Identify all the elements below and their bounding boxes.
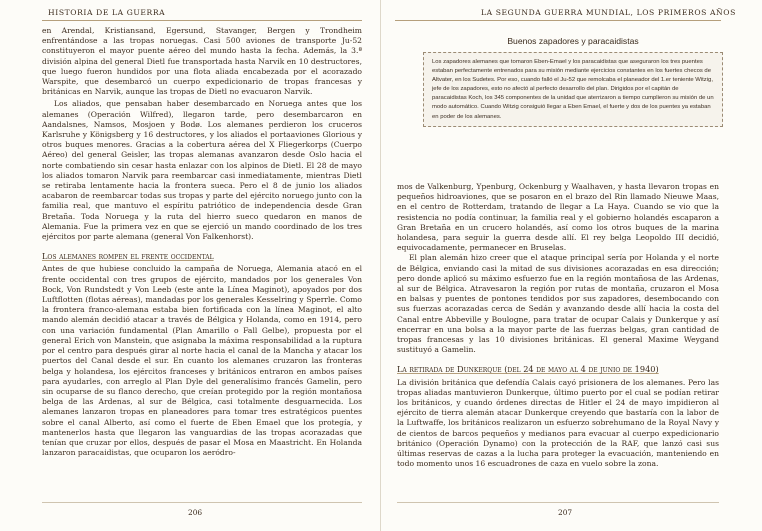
sidebar-title: Buenos zapadores y paracaidistas	[507, 36, 639, 46]
header-rule-right	[395, 20, 721, 21]
section-heading-alemanes	[42, 251, 362, 261]
section-heading-alemanes-text: Los alemanes rompen el frente occidental	[42, 251, 214, 262]
left-body-text	[42, 26, 362, 496]
left-paragraph-3: Antes de que hubiese concluido la campaña de Noruega, Alemania atacó en el frente occidental con tres grupos de ejército, mandados por los generales Von Bock, Von Rundstedt y Von Leeb (este ante la Línea Maginot), apoyados por dos Luftflotten (flotas aéreas), mandadas por los generales Kesselring y Sperrle. Como la frontera franco-alemana estaba bien fortificada con la línea Maginot, el alto mando alemán decidió atacar a través de Bélgica y Holanda, como en 1914, pero con una variación fundamental (Plan Amarillo o Fall Gelbe), propuesta por el general Erich von Manstein, que asignaba la máxima responsabilidad a la ruptura por el centro para después girar al norte hacia el canal de la Mancha y atacar los puertos del Canal desde el sur. En cuanto los alemanes cruzaron las fronteras belga y holandesa, los ejércitos franceses y británicos entraron en ambos países para ayudarles, con arreglo al Plan Dyle del generalísimo francés Gamelin, pero sin ocuparse de su flanco derecho, que creían protegido por la región montañosa belga de las Ardenas, al sur de Bélgica, casi totalmente desguarnecida. Los alemanes lanzaron tropas en planeadores para tomar tres estratégicos puentes sobre el canal Alberto, así como el fuerte de Eben Emael que los protegía, y mantenerlos hasta que llegaron las vanguardias de las tropas acorazadas que tenían que cruzar por ellos, después de pasar el Mosa en Maastricht. En Holanda lanzaron paracaidistas, que ocuparon los aeródro-	[42, 264, 362, 458]
left-paragraph-2: Los aliados, que pensaban haber desembarcado en Noruega antes que los alemanes (Operación Wilfred), llegaron tarde, pero desembarcaron en Aandalsnes, Namsos, Mosjoen y Bodø. Los alemanes perdieron los cruceros Karlsruhe y Königsberg y 16 destructores, y los aliados el portaaviones Glorious y otros buques menores. Gracias a la cobertura aérea del X Fliegerkorps (Cuerpo Aéreo) del general Geisler, las tropas alemanas avanzaron desde Oslo hacia el norte combatiendo sin cesar hasta enlazar con los alpinos de Dietl. El 28 de mayo los aliados tomaron Narvik para reembarcar casi inmediatamente, mientras Dietl se retiraba lentamente hacia la frontera sueca. Pero el 8 de junio los aliados acabaron de reembarcar todas sus tropas y parte del ejército noruego junto con la familia real, que mantuvo el espíritu patriótico de independencia desde Gran Bretaña. Toda Noruega y la ruta del hierro sueco quedaron en manos de Alemania. Fue la primera vez en que se ejerció un mando coordinado de los tres ejércitos por parte alemana (general Von Falkenhorst).	[42, 99, 362, 242]
section-heading-dunkerque	[397, 364, 719, 374]
right-body-text	[397, 182, 719, 498]
left-paragraph-1: en Arendal, Kristiansand, Egersund, Stavanger, Bergen y Trondheim enfrentándose a las tropas noruegas. Casi 500 aviones de transporte Ju-52 constituyeron el mayor puente aéreo del mundo hasta la fecha. Además, la 3.ª división alpina del general Dietl fue transportada hasta Narvik en 10 destructores, que luego fueron hundidos por una flota aliada encabezada por el acorazado Warspite, que desembarcó un cuerpo expedicionario de tropas francesas y británicas en Narvik, aunque las tropas de Dietl no evacuaron Narvik.	[42, 26, 362, 97]
running-head-right: LA SEGUNDA GUERRA MUNDIAL, LOS PRIMEROS AÑOS	[481, 8, 736, 17]
page-number-right: 207	[558, 508, 573, 517]
section-heading-dunkerque-text: La retirada de Dunkerque (del 24 de mayo al 4 de junio de 1940)	[397, 364, 659, 375]
page-number-left: 206	[188, 508, 203, 517]
right-paragraph-3: La división británica que defendía Calais cayó prisionera de los alemanes. Pero las tropas aliadas mantuvieron Dunkerque, último puerto por el cual se podían retirar los británicos, y cuando órdenes directas de Hitler el 24 de mayo impidieron al ejército de tierra alemán atacar Dunkerque creyendo que bastaría con la labor de la Luftwaffe, los británicos realizaron un esfuerzo sobrehumano de la Royal Navy y de cientos de barcos pequeños y medianos para evacuar al cuerpo expedicionario británico (Operación Dynamo) con la protección de la RAF, que lanzó casi sus últimas reservas de cazas a la lucha para proteger la evacuación, manteniendo en todo momento unos 16 escuadrones de caza en vuelo sobre la zona.	[397, 377, 719, 469]
sidebar-box	[423, 26, 723, 194]
footer-rule-left	[42, 502, 362, 503]
header-rule-left	[42, 20, 362, 21]
right-page	[381, 0, 762, 531]
running-head-left: HISTORIA DE LA GUERRA	[48, 8, 166, 17]
right-paragraph-1: mos de Valkenburg, Ypenburg, Ockenburg y Waalhaven, y hasta llevaron tropas en pequeños hidroaviones, que se posaron en el brazo del Rin llamado Nieuwe Maas, en el centro de Rotterdam, tratando de llegar a La Haya. Cuando se vio que la resistencia no podía continuar, la familia real y el gobierno holandés escaparon a Gran Bretaña en un crucero holandés, así como los otros buques de la marina holandesa, para seguir la guerra desde allí. El rey belga Leopoldo III decidió, equivocadamente, permanecer en Bruselas.	[397, 182, 719, 253]
sidebar-text: Los zapadores alemanes que tomaron Eben-Emael y los paracaidistas que aseguraron los tres puentes estaban perfectamente entrenados para su misión mediante ejercicios constantes en los fuertes checos de Altvater, en los Sudetes. Por eso, cuando falló el Ju-52 que remolcaba el planeador del 1.er teniente Witzig, jefe de los zapadores, esto no afectó al perfecto desarrollo del plan. Dirigidos por el capitán de paracaidistas Koch, los 345 componentes de la unidad que aterrizaron a tiempo cumplieron su misión de un modo automático. Cuando Witzig consiguió llegar a Eben Emael, el fuerte y dos de los puentes ya estaban en poder de los alemanes.	[423, 52, 723, 127]
right-paragraph-2: El plan alemán hizo creer que el ataque principal sería por Holanda y el norte de Bélgica, enviando casi la mitad de sus divisiones acorazadas en esa dirección; pero donde aplicó su máximo esfuerzo fue en la región montañosa de las Ardenas, al sur de Bélgica. Atravesaron la región por rutas de montaña, cruzaron el Mosa en balsas y puentes de pontones tendidos por sus zapadores, desembocando con sus fuerzas acorazadas cerca de Sedán y avanzando desde allí hacia la costa del Canal entre Abbeville y Boulogne, para tratar de ocupar Calais y Dunkerque y así encerrar en una bolsa a la mayor parte de las fuerzas belgas, gran cantidad de tropas francesas y las 10 divisiones británicas. El general Maxime Weygand sustituyó a Gamelin.	[397, 253, 719, 355]
footer-rule-right	[397, 502, 719, 503]
